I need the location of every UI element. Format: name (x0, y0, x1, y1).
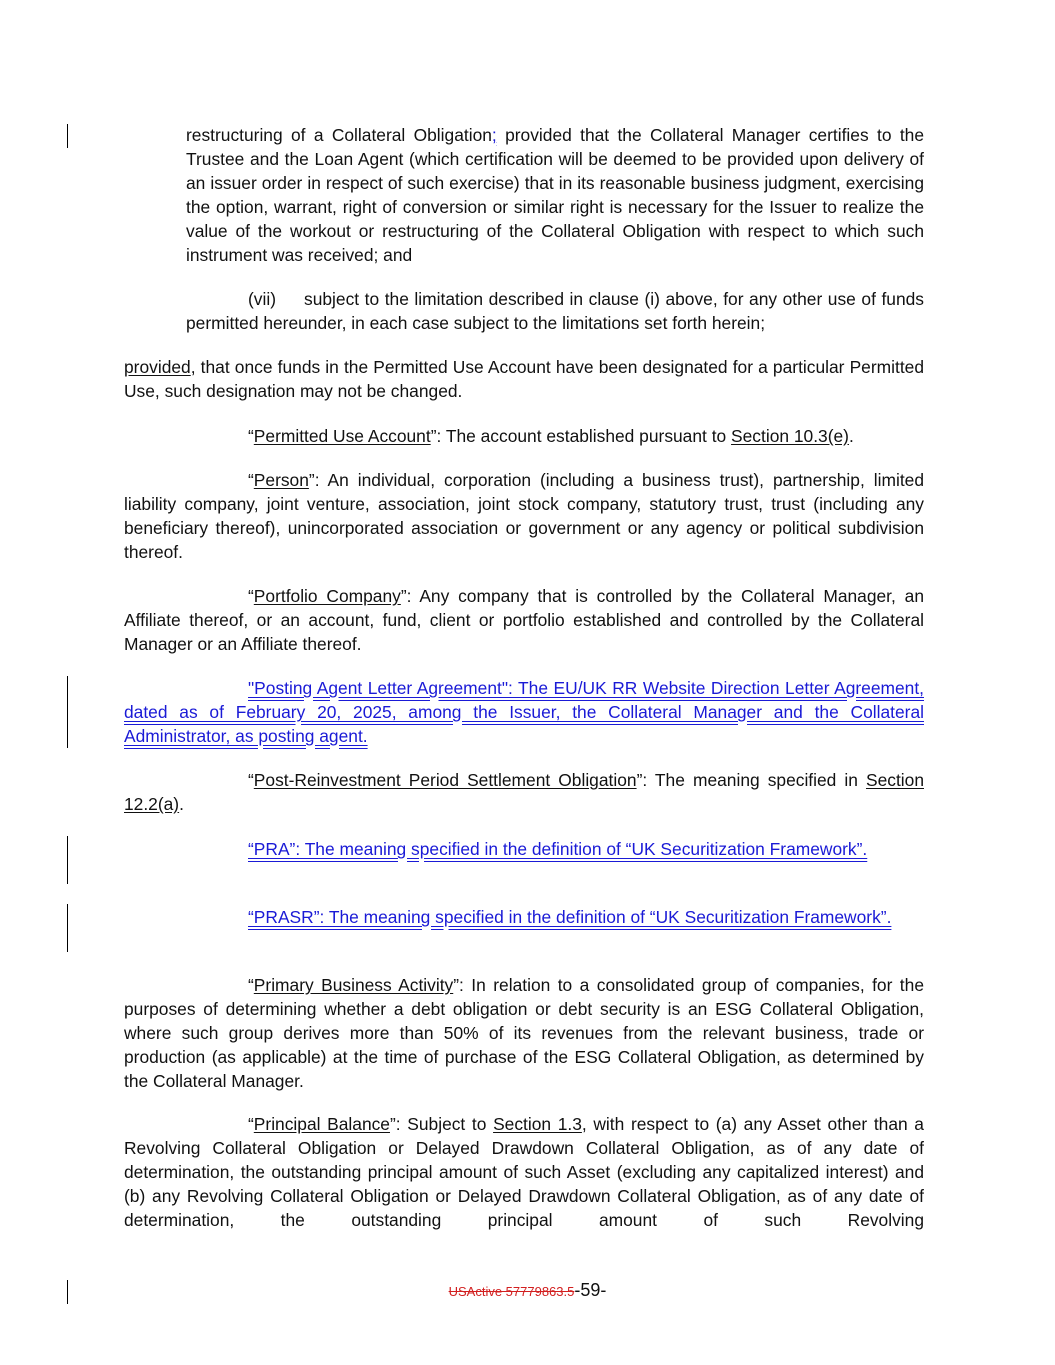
definition-permitted-use-account (124, 425, 924, 449)
quote-close: ”: (308, 470, 320, 490)
defined-term: Primary Business Activity (253, 975, 454, 995)
change-bar (67, 676, 68, 748)
definition-text: The meaning specified in (647, 770, 866, 790)
defined-term: Post-Reinvestment Period Settlement Obligation (253, 770, 637, 790)
paragraph-provided (124, 356, 924, 404)
inserted-text: “PRA”: The meaning specified in the definition of “UK Securitization Framework”. (248, 839, 868, 859)
definition-pra (124, 838, 924, 862)
definition-text: Any company that is controlled by the Collateral Manager, an Affiliate thereof, or an account, fund, client or portfolio established and controlled by the Collateral Manager or an Affiliate thereof. (124, 586, 924, 654)
quote-open: “ (248, 1114, 254, 1134)
inserted-text: "Posting Agent Letter Agreement": The EU/UK RR Website Direction Letter Agreement, dated as of February 20, 2025, among the Issuer, the Collateral Manager and the Collateral Administrator, as posting agent. (124, 678, 924, 746)
paragraph-text: provided that the Collateral Manager certifies to the Trustee and the Loan Agent (which certification will be deemed to be provided upon delivery of an issuer order in respect of such exercise) that in its reasonable business judgment, exercising the option, warrant, right of conversion or similar right is necessary for the Issuer to realize the value of the workout or restructuring of the Collateral Obligation with respect to which such instrument was received; and (186, 125, 924, 265)
quote-open: “ (248, 470, 254, 490)
definition-principal-balance (124, 1113, 924, 1233)
quote-open: “ (248, 770, 254, 790)
definition-portfolio-company (124, 585, 924, 657)
section-reference: Section 10.3(e) (731, 426, 849, 446)
paragraph-text: restructuring of a Collateral Obligation (186, 125, 492, 145)
definition-person (124, 469, 924, 565)
inserted-text: ; (491, 125, 497, 145)
quote-close: ”: (430, 426, 442, 446)
quote-open: “ (248, 586, 254, 606)
definition-post-reinvestment-period-settlement-obligation (124, 769, 924, 817)
quote-close: ”: (453, 975, 464, 995)
definition-text: An individual, corporation (including a business trust), partnership, limited liability company, joint venture, association, joint stock company, statutory trust, trust (including any beneficiary thereof), unincorporated association or government or any agency or political subdivision thereof. (124, 470, 924, 562)
defined-term: provided (124, 357, 191, 377)
definition-text: , with respect to (a) any Asset other than a Revolving Collateral Obligation or Delayed Drawdown Collateral Obligation, as of any date of determination, the outstanding principal amount of such Asset (excluding any capitalized interest) and (b) any Revolving Collateral Obligation or Delayed Drawdown Collateral Obligation, as of any date of determination, the outstanding principal amount of such Revolving (124, 1114, 924, 1230)
defined-term: Permitted Use Account (253, 426, 431, 446)
period: . (179, 793, 184, 814)
quote-close: ”: (389, 1114, 401, 1134)
deleted-document-id: USActive 57779863.5 (448, 1284, 575, 1299)
section-reference: Section 12.2(a) (124, 770, 924, 814)
change-bar (67, 836, 68, 884)
clause-number: (vii) (248, 289, 277, 309)
change-bar (67, 904, 68, 952)
defined-term: Portfolio Company (253, 586, 401, 606)
quote-open: “ (248, 975, 254, 995)
definition-primary-business-activity (124, 974, 924, 1094)
clause-vii (186, 288, 924, 336)
defined-term: Person (253, 470, 309, 490)
definition-text: In relation to a consolidated group of companies, for the purposes of determining whether a debt obligation or debt security is an ESG Collateral Obligation, where such group derives more than 50% of its revenues from the relevant business, trade or production (as applicable) at the time of purchase of the ESG Collateral Obligation, as determined by the Collateral Manager. (124, 975, 924, 1091)
paragraph-text: , that once funds in the Permitted Use Account have been designated for a particular Permitted Use, such designation may not be changed. (124, 357, 924, 401)
quote-open: “ (248, 426, 254, 446)
definition-posting-agent-letter-agreement (124, 677, 924, 749)
definition-text: Subject to (400, 1114, 494, 1134)
quote-close: ”: (636, 770, 648, 790)
defined-term: Principal Balance (253, 1114, 390, 1134)
quote-close: ”: (400, 586, 412, 606)
definition-prasr (124, 906, 924, 930)
period: . (848, 426, 854, 446)
change-bar (67, 124, 68, 148)
inserted-text: “PRASR”: The meaning specified in the definition of “UK Securitization Framework”. (248, 907, 892, 927)
page-footer (0, 1280, 1055, 1301)
clause-text: subject to the limitation described in clause (i) above, for any other use of funds permitted hereunder, in each case subject to the limitations set forth herein; (186, 289, 924, 333)
definition-text: The account established pursuant to (441, 426, 732, 446)
paragraph-restructuring (186, 124, 924, 267)
section-reference: Section 1.3 (493, 1114, 582, 1134)
page-number: -59- (574, 1280, 607, 1300)
